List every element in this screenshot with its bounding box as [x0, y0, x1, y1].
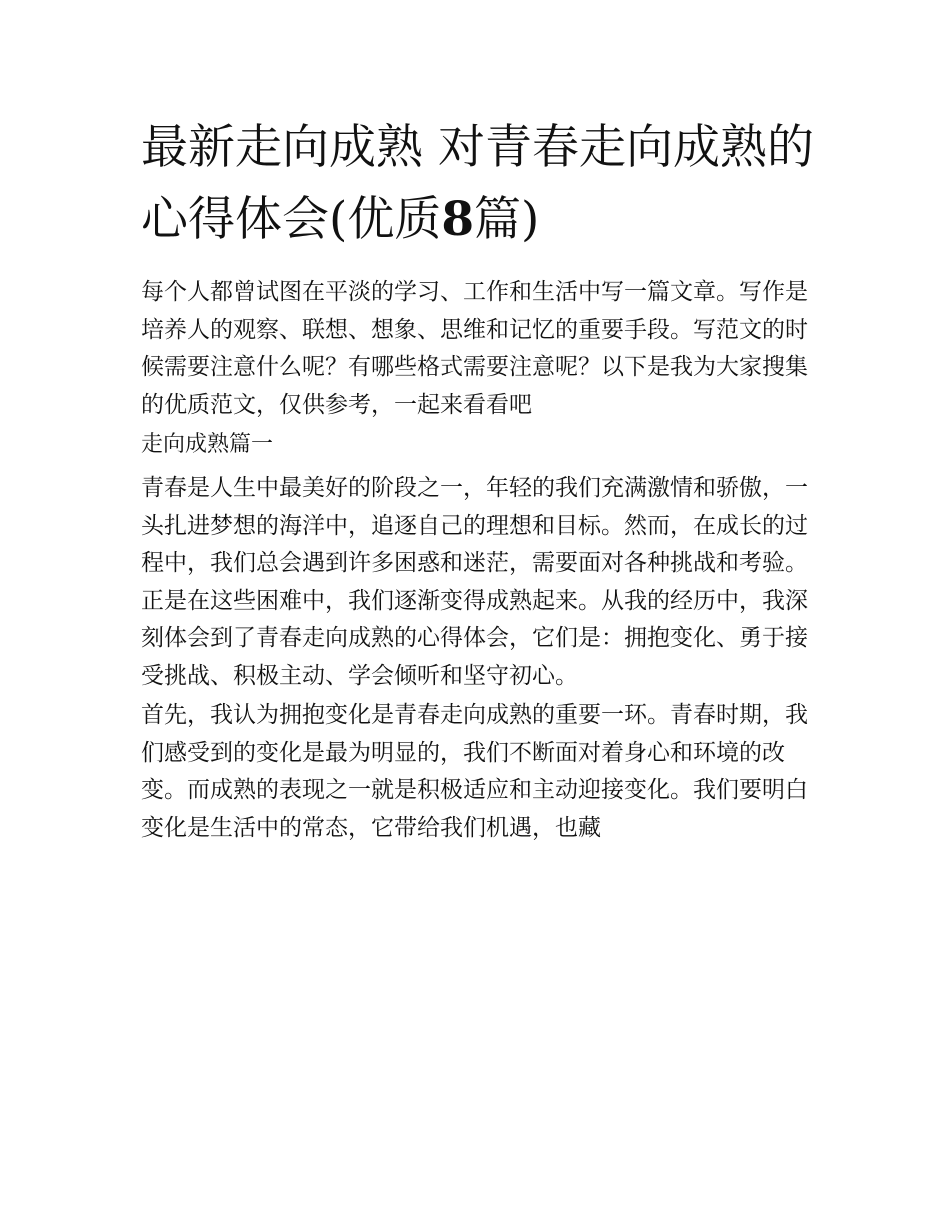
document-body: [141, 274, 821, 847]
section-heading: 走向成熟篇一: [141, 432, 274, 457]
intro-paragraph: 每个人都曾试图在平淡的学习、工作和生活中写一篇文章。写作是培养人的观察、联想、想象、思维和记忆的重要手段。写范文的时候需要注意什么呢？有哪些格式需要注意呢？以下是我为大家搜集的优质范文，仅供参考，一起来看看吧: [141, 279, 808, 418]
body-paragraph-1: 青春是人生中最美好的阶段之一，年轻的我们充满激情和骄傲，一头扎进梦想的海洋中，追逐自己的理想和目标。然而，在成长的过程中，我们总会遇到许多困惑和迷茫，需要面对各种挑战和考验。正是在这些困难中，我们逐渐变得成熟起来。从我的经历中，我深刻体会到了青春走向成熟的心得体会，它们是：拥抱变化、勇于接受挑战、积极主动、学会倾听和坚守初心。: [141, 475, 808, 689]
title-number: 8: [441, 192, 475, 247]
body-paragraph-2: 首先，我认为拥抱变化是青春走向成熟的重要一环。青春时期，我们感受到的变化是最为明显的，我们不断面对着身心和环境的改变。而成熟的表现之一就是积极适应和主动迎接变化。我们要明白变化是生活中的常态，它带给我们机遇，也藏: [141, 702, 808, 841]
title-text: 最新走向成熟 对青春走向成熟的心得体会(优质: [141, 120, 814, 247]
document-content: [141, 112, 821, 847]
document-title: [141, 112, 821, 256]
title-suffix: 篇): [474, 192, 540, 247]
